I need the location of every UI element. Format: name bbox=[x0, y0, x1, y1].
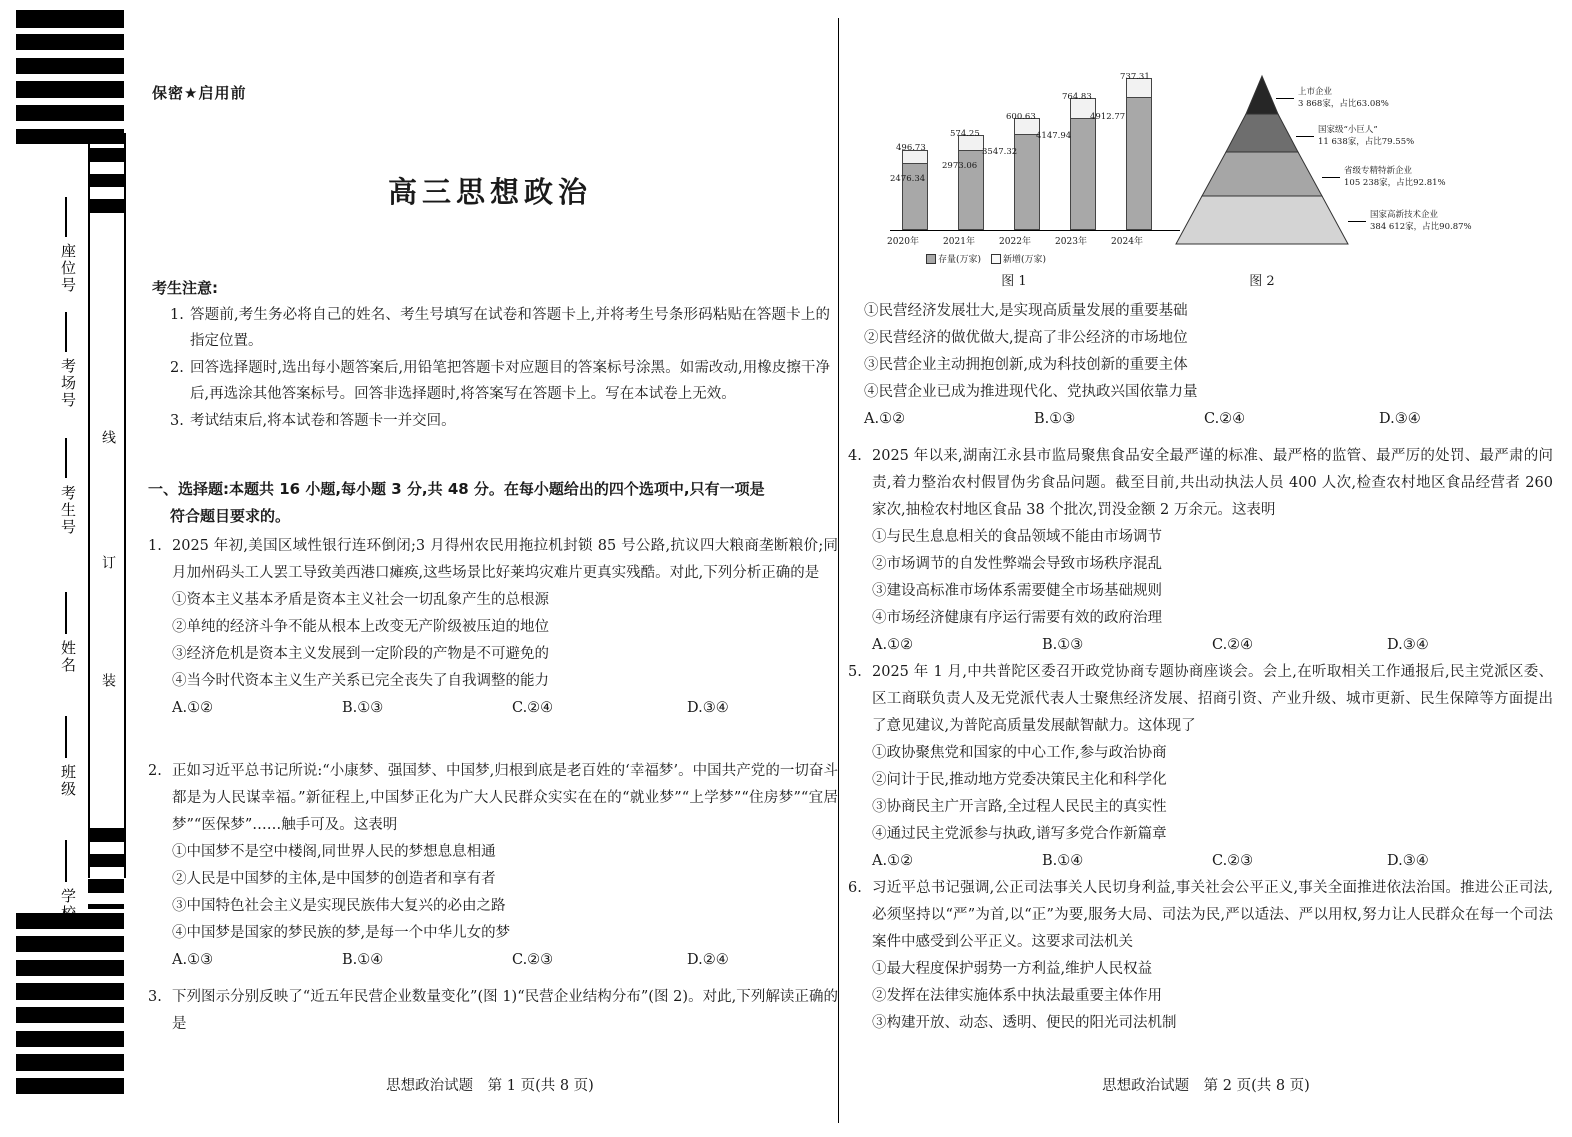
pyramid-hi-tech-count: 384 612家 bbox=[1370, 221, 1414, 232]
pyramid-label-little-giant-name: 国家级“小巨人” bbox=[1318, 125, 1378, 135]
question-5-choice-a[interactable]: A.①② bbox=[872, 853, 914, 869]
pyramid-label-listed-name: 上市企业 bbox=[1298, 87, 1333, 97]
question-1-option-1[interactable]: ①资本主义基本矛盾是资本主义社会一切乱象产生的总根源 bbox=[172, 592, 549, 608]
field-label-seat-number: 座位号 bbox=[59, 243, 77, 294]
question-3-option-2[interactable]: ②民营经济的做优做大,提高了非公经济的市场地位 bbox=[864, 330, 1188, 346]
field-rule-class bbox=[65, 716, 67, 758]
notice-number: 1. bbox=[170, 307, 184, 323]
question-3-option-4[interactable]: ④民营企业已成为推进现代化、党执政兴国依靠力量 bbox=[864, 384, 1198, 400]
pyramid-label-hi-tech-name: 国家高新技术企业 bbox=[1370, 210, 1439, 220]
question-4-choice-d[interactable]: D.③④ bbox=[1387, 637, 1429, 653]
question-1-choices bbox=[172, 695, 838, 722]
question-3-choice-c[interactable]: C.②④ bbox=[1204, 411, 1246, 427]
notice-number: 3. bbox=[170, 413, 184, 429]
pyramid-label-listed-value: 3 868家，占比63.08% bbox=[1298, 98, 1389, 109]
question-5-choice-c[interactable]: C.②③ bbox=[1212, 853, 1254, 869]
bar-label-stock-2024: 4912.77 bbox=[1090, 112, 1126, 122]
bar-label-stock-2020: 2476.34 bbox=[890, 174, 926, 184]
field-label-name: 姓名 bbox=[59, 640, 77, 674]
bar-group-2020 bbox=[902, 150, 928, 230]
question-2-choice-d[interactable]: D.②④ bbox=[687, 952, 729, 968]
field-rule-name bbox=[65, 592, 67, 634]
pyramid-level-provincial-sme bbox=[1202, 152, 1322, 196]
question-6-option-1[interactable]: ①最大程度保护弱势一方利益,维护人民权益 bbox=[872, 961, 1153, 977]
question-1-number: 1. bbox=[148, 538, 162, 554]
question-6-stem-row bbox=[848, 875, 1553, 956]
question-2-stem-row bbox=[148, 758, 838, 839]
field-label-class: 班级 bbox=[59, 764, 77, 798]
legend-label-stock: 存量(万家) bbox=[938, 255, 982, 265]
legend-swatch-stock-icon bbox=[926, 254, 936, 264]
bar-chart-xtick-2024: 2024年 bbox=[1111, 237, 1143, 247]
question-1-option-2[interactable]: ②单纯的经济斗争不能从根本上改变无产阶级被压迫的地位 bbox=[172, 619, 549, 635]
legend-swatch-new-icon bbox=[991, 254, 1001, 264]
question-2-option-1[interactable]: ①中国梦不是空中楼阁,同世界人民的梦想息息相通 bbox=[172, 844, 496, 860]
question-2-choice-b[interactable]: B.①④ bbox=[342, 952, 384, 968]
pyramid-label-hi-tech bbox=[1370, 210, 1472, 233]
pyramid-provincial-count: 105 238家 bbox=[1344, 177, 1388, 188]
question-1-choice-b[interactable]: B.①③ bbox=[342, 700, 384, 716]
pyramid-leader-little-giant bbox=[1296, 136, 1314, 137]
bar-chart-legend bbox=[926, 252, 1046, 265]
question-5 bbox=[848, 659, 1553, 875]
question-4-option-4[interactable]: ④市场经济健康有序运行需要有效的政府治理 bbox=[872, 610, 1162, 626]
question-2-option-3[interactable]: ③中国特色社会主义是实现民族伟大复兴的必由之路 bbox=[172, 898, 506, 914]
bar-label-stock-2022: 3547.32 bbox=[982, 147, 1018, 157]
secret-notice: 保密★启用前 bbox=[152, 84, 247, 102]
bar-group-2021 bbox=[958, 135, 984, 230]
pyramid-label-hi-tech-value: 384 612家，占比90.87% bbox=[1370, 221, 1472, 232]
barcode-bottom-narrow bbox=[88, 828, 124, 909]
question-6-stem: 习近平总书记强调,公正司法事关人民切身利益,事关社会公平正义,事关全面推进依法治国。推进公正司法,必须坚持以“严”为首,以“正”为要,服务大局、司法为民,严以适法、严以用权,努力让人民群众在每一个司法案件中感受到公平正义。这要求司法机关 bbox=[872, 880, 1553, 950]
pyramid-listed-count: 3 868家 bbox=[1298, 98, 1331, 109]
pyramid-leader-hi-tech bbox=[1348, 221, 1366, 222]
question-1-choice-a[interactable]: A.①② bbox=[172, 700, 214, 716]
page-left bbox=[140, 0, 840, 1137]
question-3-number: 3. bbox=[148, 989, 162, 1005]
question-5-number: 5. bbox=[848, 664, 862, 680]
question-3-options-block bbox=[856, 298, 1561, 433]
binding-strip bbox=[0, 0, 140, 1137]
figure-2-caption: 图 2 bbox=[1249, 274, 1275, 289]
question-5-stem-row bbox=[848, 659, 1553, 740]
figures-row bbox=[854, 70, 1554, 295]
field-label-candidate-number: 考生号 bbox=[59, 485, 77, 536]
notice-text: 回答选择题时,选出每小题答案后,用铅笔把答题卡对应题目的答案标号涂黑。如需改动,用橡皮擦干净后,再选涂其他答案标号。回答非选择题时,将答案写在答题卡上。写在本试卷上无效。 bbox=[190, 360, 830, 402]
question-1-option-4[interactable]: ④当今时代资本主义生产关系已完全丧失了自我调整的能力 bbox=[172, 673, 549, 689]
bar-chart-xtick-2021: 2021年 bbox=[943, 237, 975, 247]
question-3-option-3[interactable]: ③民营企业主动拥抱创新,成为科技创新的重要主体 bbox=[864, 357, 1188, 373]
question-6-option-3[interactable]: ③构建开放、动态、透明、便民的阳光司法机制 bbox=[872, 1015, 1177, 1031]
question-1-choice-c[interactable]: C.②④ bbox=[512, 700, 554, 716]
seal-border-right bbox=[124, 133, 126, 878]
page-right bbox=[840, 0, 1572, 1137]
bar-stock-2022 bbox=[1014, 134, 1040, 230]
field-rule-exam-room bbox=[65, 312, 67, 352]
question-4-stem-row bbox=[848, 443, 1553, 524]
seal-word-2: 装 bbox=[100, 673, 116, 687]
bar-label-new-2021: 574.25 bbox=[950, 129, 980, 139]
question-2-option-4[interactable]: ④中国梦是国家的梦民族的梦,是每一个中华儿女的梦 bbox=[172, 925, 511, 941]
pyramid-label-provincial-value: 105 238家，占比92.81% bbox=[1344, 177, 1446, 188]
question-1-choice-d[interactable]: D.③④ bbox=[687, 700, 729, 716]
question-3-choices bbox=[864, 406, 1561, 433]
pyramid-level-national-hi-tech bbox=[1176, 196, 1348, 244]
question-3-choice-d[interactable]: D.③④ bbox=[1379, 411, 1421, 427]
pyramid-label-provincial bbox=[1344, 166, 1446, 189]
footer-left: 思想政治试题 第 1 页(共 8 页) bbox=[386, 1078, 594, 1094]
legend-item-stock bbox=[926, 252, 981, 265]
notice-text: 考试结束后,将本试卷和答题卡一并交回。 bbox=[190, 413, 456, 429]
question-5-stem: 2025 年 1 月,中共普陀区委召开政党协商专题协商座谈会。会上,在听取相关工作通报后,民主党派区委、区工商联负责人及无党派代表人士聚焦经济发展、招商引资、产业升级、城市更新、民生保障等方面提出了意见建议,为普陀高质量发展献智献力。这体现了 bbox=[872, 664, 1553, 734]
bar-label-new-2022: 600.63 bbox=[1006, 112, 1036, 122]
notice-text: 答题前,考生务必将自己的姓名、考生号填写在试卷和答题卡上,并将考生号条形码粘贴在答题卡上的指定位置。 bbox=[190, 307, 830, 349]
section-one-line1: 一、选择题:本题共 16 小题,每小题 3 分,共 48 分。在每小题给出的四个选项中,只有一项是 bbox=[148, 480, 765, 498]
pyramid-provincial-share: 占比92.81% bbox=[1396, 177, 1446, 188]
pyramid-label-little-giant bbox=[1318, 125, 1414, 148]
question-4-choice-b[interactable]: B.①③ bbox=[1042, 637, 1084, 653]
field-label-exam-room: 考场号 bbox=[59, 358, 77, 409]
question-5-option-4[interactable]: ④通过民主党派参与执政,谱写多党合作新篇章 bbox=[872, 826, 1167, 842]
notice-item bbox=[170, 302, 830, 354]
question-5-choice-d[interactable]: D.③④ bbox=[1387, 853, 1429, 869]
pyramid-listed-share: 占比63.08% bbox=[1339, 98, 1389, 109]
pyramid-level-listed bbox=[1246, 76, 1278, 114]
question-4-number: 4. bbox=[848, 448, 862, 464]
barcode-top bbox=[16, 10, 124, 144]
pyramid-label-little-giant-value: 11 638家，占比79.55% bbox=[1318, 136, 1415, 147]
bar-chart-xtick-2022: 2022年 bbox=[999, 237, 1031, 247]
field-label-school: 学校 bbox=[59, 888, 77, 922]
question-6-option-2[interactable]: ②发挥在法律实施体系中执法最重要主体作用 bbox=[872, 988, 1162, 1004]
question-3-option-1[interactable]: ①民营经济发展壮大,是实现高质量发展的重要基础 bbox=[864, 303, 1188, 319]
section-one-line2: 符合题目要求的。 bbox=[170, 507, 291, 525]
section-one-heading bbox=[148, 476, 838, 530]
bar-chart-x-axis bbox=[890, 230, 1180, 231]
question-2-option-2[interactable]: ②人民是中国梦的主体,是中国梦的创造者和享有者 bbox=[172, 871, 496, 887]
pyramid-label-provincial-name: 省级专精特新企业 bbox=[1344, 166, 1413, 176]
question-5-option-2[interactable]: ②问计于民,推动地方党委决策民主化和科学化 bbox=[872, 772, 1167, 788]
question-5-choices bbox=[872, 848, 1553, 875]
legend-item-new bbox=[991, 252, 1046, 265]
question-2 bbox=[148, 758, 838, 974]
barcode-top-narrow bbox=[88, 133, 124, 213]
footer-right: 思想政治试题 第 2 页(共 8 页) bbox=[1102, 1078, 1310, 1094]
bar-stock-2024 bbox=[1126, 97, 1152, 230]
bar-chart-xtick-2020: 2020年 bbox=[887, 237, 919, 247]
question-1-stem: 2025 年初,美国区域性银行连环倒闭;3 月得州农民用拖拉机封锁 85 号公路,抗议四大粮商垄断粮价;同月加州码头工人罢工导致美西港口瘫痪,这些场景比好莱坞灾难片更真实残酷。对此,下列分析正确的是 bbox=[172, 538, 838, 581]
bar-label-new-2020: 496.73 bbox=[896, 143, 926, 153]
bar-stock-2023 bbox=[1070, 118, 1096, 230]
pyramid-label-listed bbox=[1298, 87, 1389, 110]
question-5-option-3[interactable]: ③协商民主广开言路,全过程人民民主的真实性 bbox=[872, 799, 1167, 815]
bar-label-stock-2021: 2973.06 bbox=[942, 161, 978, 171]
figure-1-caption: 图 1 bbox=[1001, 274, 1027, 289]
pyramid-little-giant-count: 11 638家 bbox=[1318, 136, 1357, 147]
bar-label-new-2023: 764.83 bbox=[1062, 92, 1092, 102]
question-6 bbox=[848, 875, 1553, 1037]
bar-label-stock-2023: 4147.94 bbox=[1036, 131, 1072, 141]
notice-item bbox=[170, 355, 830, 407]
question-1-stem-row bbox=[148, 533, 838, 587]
question-2-choice-a[interactable]: A.①③ bbox=[172, 952, 214, 968]
bar-group-2024 bbox=[1126, 78, 1152, 230]
pyramid-little-giant-share: 占比79.55% bbox=[1364, 136, 1415, 147]
question-3-choice-b[interactable]: B.①③ bbox=[1034, 411, 1076, 427]
bar-label-new-2024: 737.31 bbox=[1120, 72, 1150, 82]
candidate-notice-list bbox=[170, 302, 830, 435]
question-3-choice-a[interactable]: A.①② bbox=[864, 411, 906, 427]
legend-label-new: 新增(万家) bbox=[1003, 255, 1047, 265]
question-2-choice-c[interactable]: C.②③ bbox=[512, 952, 554, 968]
bar-chart-xtick-2023: 2023年 bbox=[1055, 237, 1087, 247]
field-rule-seat-number bbox=[65, 197, 67, 237]
notice-number: 2. bbox=[170, 360, 184, 376]
pyramid-hi-tech-share: 占比90.87% bbox=[1422, 221, 1472, 232]
question-4-option-3[interactable]: ③建设高标准市场体系需要健全市场基础规则 bbox=[872, 583, 1162, 599]
pyramid-leader-provincial bbox=[1322, 177, 1340, 178]
question-3-stem-row bbox=[148, 984, 838, 1038]
seal-word-1: 订 bbox=[100, 555, 116, 569]
question-4 bbox=[848, 443, 1553, 659]
pyramid-leader-listed bbox=[1276, 98, 1294, 99]
question-1 bbox=[148, 533, 838, 722]
question-4-choice-c[interactable]: C.②④ bbox=[1212, 637, 1254, 653]
candidate-notice-heading: 考生注意: bbox=[152, 279, 218, 297]
question-2-number: 2. bbox=[148, 763, 162, 779]
field-rule-candidate-number bbox=[65, 438, 67, 478]
question-4-stem: 2025 年以来,湖南江永县市监局聚焦食品安全最严谨的标准、最严格的监管、最严厉的处罚、最严肃的问责,着力整治农村假冒伪劣食品问题。截至目前,共出动执法人员 400 人次,检查农村地区食品经营者 260 家次,抽检农村地区食品 38 个批次,罚没金额 2 万余元。这表明 bbox=[872, 448, 1553, 518]
question-5-option-1[interactable]: ①政协聚焦党和国家的中心工作,参与政治协商 bbox=[872, 745, 1167, 761]
bar-chart-plot bbox=[890, 72, 1172, 230]
notice-item bbox=[170, 408, 830, 434]
barcode-bottom bbox=[16, 913, 124, 1094]
question-5-choice-b[interactable]: B.①④ bbox=[1042, 853, 1084, 869]
question-2-stem: 正如习近平总书记所说:“小康梦、强国梦、中国梦,归根到底是老百姓的‘幸福梦’。中国共产党的一切奋斗都是为人民谋幸福。”新征程上,中国梦正化为广大人民群众实实在在的“就业梦”“上学梦”“住房梦”“宜居梦”“医保梦”……触手可及。这表明 bbox=[172, 763, 838, 833]
field-rule-school bbox=[65, 840, 67, 882]
question-4-choices bbox=[872, 632, 1553, 659]
question-4-option-2[interactable]: ②市场调节的自发性弊端会导致市场秩序混乱 bbox=[872, 556, 1162, 572]
question-4-choice-a[interactable]: A.①② bbox=[872, 637, 914, 653]
pyramid-level-little-giant bbox=[1226, 114, 1298, 152]
question-6-number: 6. bbox=[848, 880, 862, 896]
seal-border-left bbox=[88, 133, 90, 878]
page-title: 高三思想政治 bbox=[387, 175, 592, 209]
seal-word-0: 线 bbox=[100, 430, 116, 444]
question-4-option-1[interactable]: ①与民生息息相关的食品领域不能由市场调节 bbox=[872, 529, 1162, 545]
question-3-stem: 下列图示分别反映了“近五年民营企业数量变化”(图 1)“民营企业结构分布”(图 2)。对此,下列解读正确的是 bbox=[172, 989, 838, 1032]
pyramid-chart-figure-2 bbox=[1172, 70, 1554, 289]
bar-chart-figure-1 bbox=[872, 70, 1172, 289]
question-3-stem-block bbox=[148, 984, 838, 1038]
question-1-option-3[interactable]: ③经济危机是资本主义发展到一定阶段的产物是不可避免的 bbox=[172, 646, 549, 662]
question-2-choices bbox=[172, 947, 838, 974]
